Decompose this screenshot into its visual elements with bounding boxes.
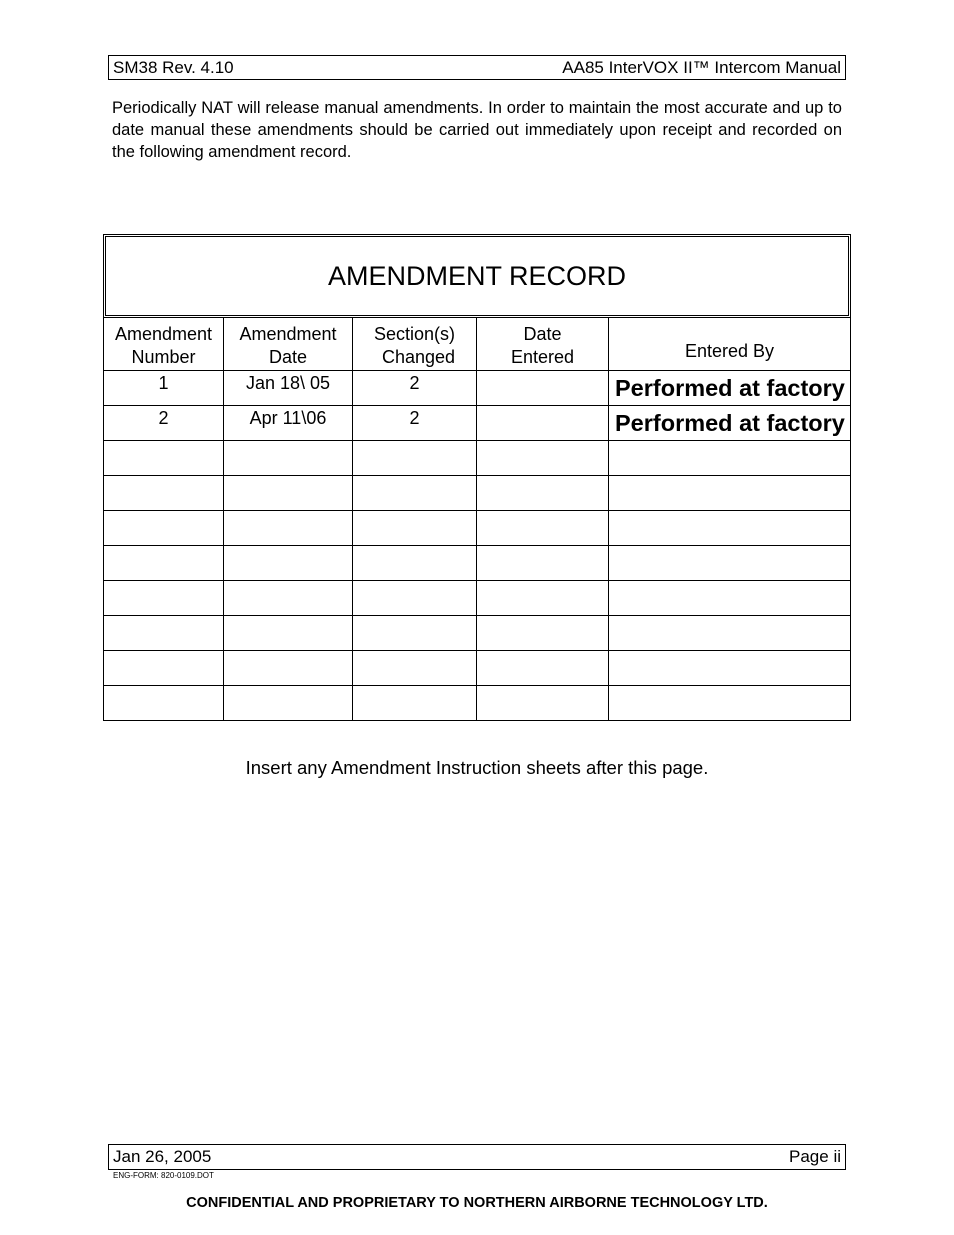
table-row (104, 546, 851, 581)
cell-date-entered (477, 371, 609, 406)
cell-amendment-date (224, 651, 353, 686)
footer-date: Jan 26, 2005 (113, 1147, 212, 1166)
cell-sections-changed (353, 546, 477, 581)
amendment-record-title: AMENDMENT RECORD (103, 234, 851, 318)
table-row (104, 686, 851, 721)
cell-entered-by (609, 616, 851, 651)
cell-amendment-date (224, 546, 353, 581)
cell-sections-changed (353, 476, 477, 511)
cell-sections-changed (353, 511, 477, 546)
cell-amendment-date (224, 581, 353, 616)
table-row (104, 371, 851, 406)
cell-sections-changed (353, 441, 477, 476)
cell-amendment-number (104, 616, 224, 651)
cell-date-entered (477, 546, 609, 581)
page-footer (108, 1144, 846, 1170)
cell-entered-by (609, 441, 851, 476)
intro-paragraph: Periodically NAT will release manual amendments. In order to maintain the most accurate and up to date manual these amendments should be carried out immediately upon receipt and recorded on the following amendment record. (112, 99, 842, 161)
cell-date-entered (477, 476, 609, 511)
table-row (104, 651, 851, 686)
cell-sections-changed (353, 686, 477, 721)
cell-sections-changed (353, 581, 477, 616)
cell-amendment-number (104, 686, 224, 721)
table-row (104, 616, 851, 651)
cell-amendment-date: Jan 18\ 05 (224, 371, 353, 406)
entered-by-text: Performed at factory (615, 375, 845, 401)
cell-date-entered (477, 651, 609, 686)
cell-entered-by (609, 651, 851, 686)
table-row (104, 511, 851, 546)
cell-amendment-number (104, 476, 224, 511)
cell-amendment-date (224, 476, 353, 511)
cell-amendment-number (104, 581, 224, 616)
cell-amendment-date (224, 511, 353, 546)
col-date-entered: Date Entered (477, 318, 609, 371)
cell-date-entered (477, 616, 609, 651)
cell-amendment-number (104, 441, 224, 476)
amendment-record-table (103, 317, 851, 721)
cell-amendment-date: Apr 11\06 (224, 406, 353, 441)
cell-entered-by (609, 581, 851, 616)
doc-revision: SM38 Rev. 4.10 (113, 57, 234, 77)
cell-amendment-date (224, 616, 353, 651)
table-row (104, 476, 851, 511)
cell-entered-by (609, 406, 851, 441)
cell-sections-changed: 2 (353, 406, 477, 441)
cell-amendment-number: 1 (104, 371, 224, 406)
cell-entered-by (609, 371, 851, 406)
col-amendment-number: Amendment Number (104, 318, 224, 371)
cell-entered-by (609, 511, 851, 546)
table-row (104, 581, 851, 616)
cell-sections-changed: 2 (353, 371, 477, 406)
cell-amendment-date (224, 686, 353, 721)
cell-entered-by (609, 476, 851, 511)
insert-note: Insert any Amendment Instruction sheets after this page. (245, 757, 709, 778)
cell-amendment-number (104, 546, 224, 581)
confidential-notice: CONFIDENTIAL AND PROPRIETARY TO NORTHERN AIRBORNE TECHNOLOGY LTD. (186, 1195, 768, 1211)
page-header (108, 55, 846, 80)
col-entered-by: Entered By (609, 318, 851, 371)
doc-title: AA85 InterVOX II™ Intercom Manual (562, 57, 841, 77)
col-sections-changed: Section(s) Changed (353, 318, 477, 371)
cell-date-entered (477, 406, 609, 441)
cell-amendment-number: 2 (104, 406, 224, 441)
page-number: Page ii (789, 1147, 841, 1166)
cell-entered-by (609, 546, 851, 581)
cell-date-entered (477, 581, 609, 616)
cell-date-entered (477, 441, 609, 476)
cell-sections-changed (353, 616, 477, 651)
cell-amendment-number (104, 511, 224, 546)
table-header-row (104, 318, 851, 371)
cell-date-entered (477, 511, 609, 546)
form-code: ENG-FORM: 820-0109.DOT (113, 1171, 214, 1180)
table-row (104, 406, 851, 441)
col-amendment-date: Amendment Date (224, 318, 353, 371)
cell-amendment-date (224, 441, 353, 476)
table-row (104, 441, 851, 476)
cell-sections-changed (353, 651, 477, 686)
cell-date-entered (477, 686, 609, 721)
cell-amendment-number (104, 651, 224, 686)
cell-entered-by (609, 686, 851, 721)
entered-by-text: Performed at factory (615, 410, 845, 436)
